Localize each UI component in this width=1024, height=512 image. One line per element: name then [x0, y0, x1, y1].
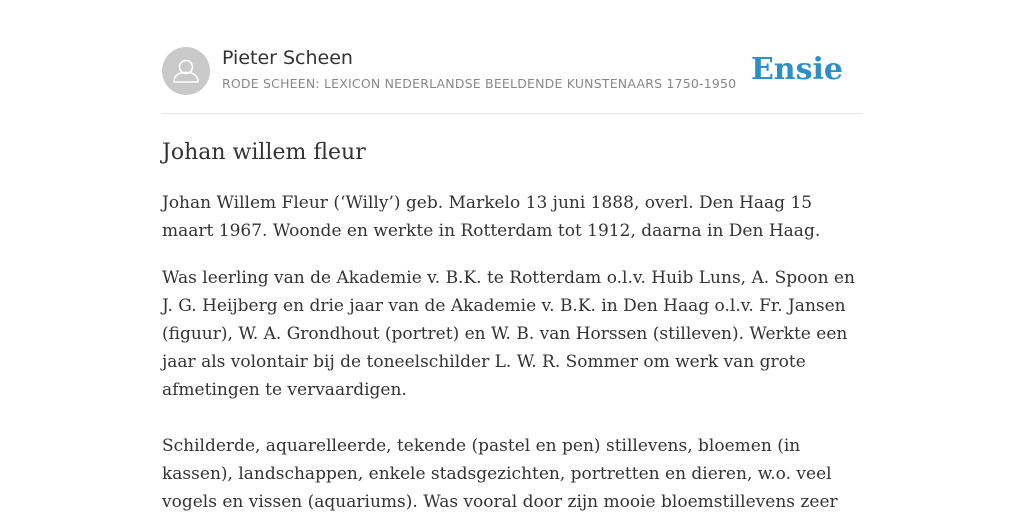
page-container [162, 0, 862, 512]
article-paragraph-2: Was leerling van de Akademie v. B.K. te Rotterdam o.l.v. Huib Luns, A. Spoon en J. G. Heijberg en drie jaar van de Akademie v. B.K. in Den Haag o.l.v. Fr. Jansen (figuur), W. A. Grondhout (portret) en W. B. van Horssen (stilleven). Werkte een jaar als volontair bij de toneelschilder L. W. R. Sommer om werk van grote afmetingen te vervaardigen. [162, 268, 855, 400]
article-header [162, 46, 862, 114]
author-block [222, 46, 736, 92]
author-name[interactable]: Pieter Scheen [222, 47, 353, 69]
source-title[interactable]: RODE SCHEEN: LEXICON NEDERLANDSE BEELDENDE KUNSTENAARS 1750-1950 [222, 76, 737, 91]
article-paragraph-3: Schilderde, aquarelleerde, tekende (pastel en pen) stillevens, bloemen (in kassen), landschappen, enkele stadsgezichten, portretten en dieren, w.o. veel vogels en vissen (aquariums). Was vooral door zijn mooie bloemstillevens zeer [162, 436, 838, 512]
author-avatar[interactable] [162, 47, 210, 95]
article-title: Johan willem fleur [162, 140, 366, 165]
ensie-logo[interactable]: Ensie [750, 52, 843, 87]
article-paragraph-1: Johan Willem Fleur (‘Willy’) geb. Markelo 13 juni 1888, overl. Den Haag 15 maart 1967. Woonde en werkte in Rotterdam tot 1912, daarna in Den Haag. [162, 193, 821, 241]
user-avatar-icon [162, 47, 210, 95]
